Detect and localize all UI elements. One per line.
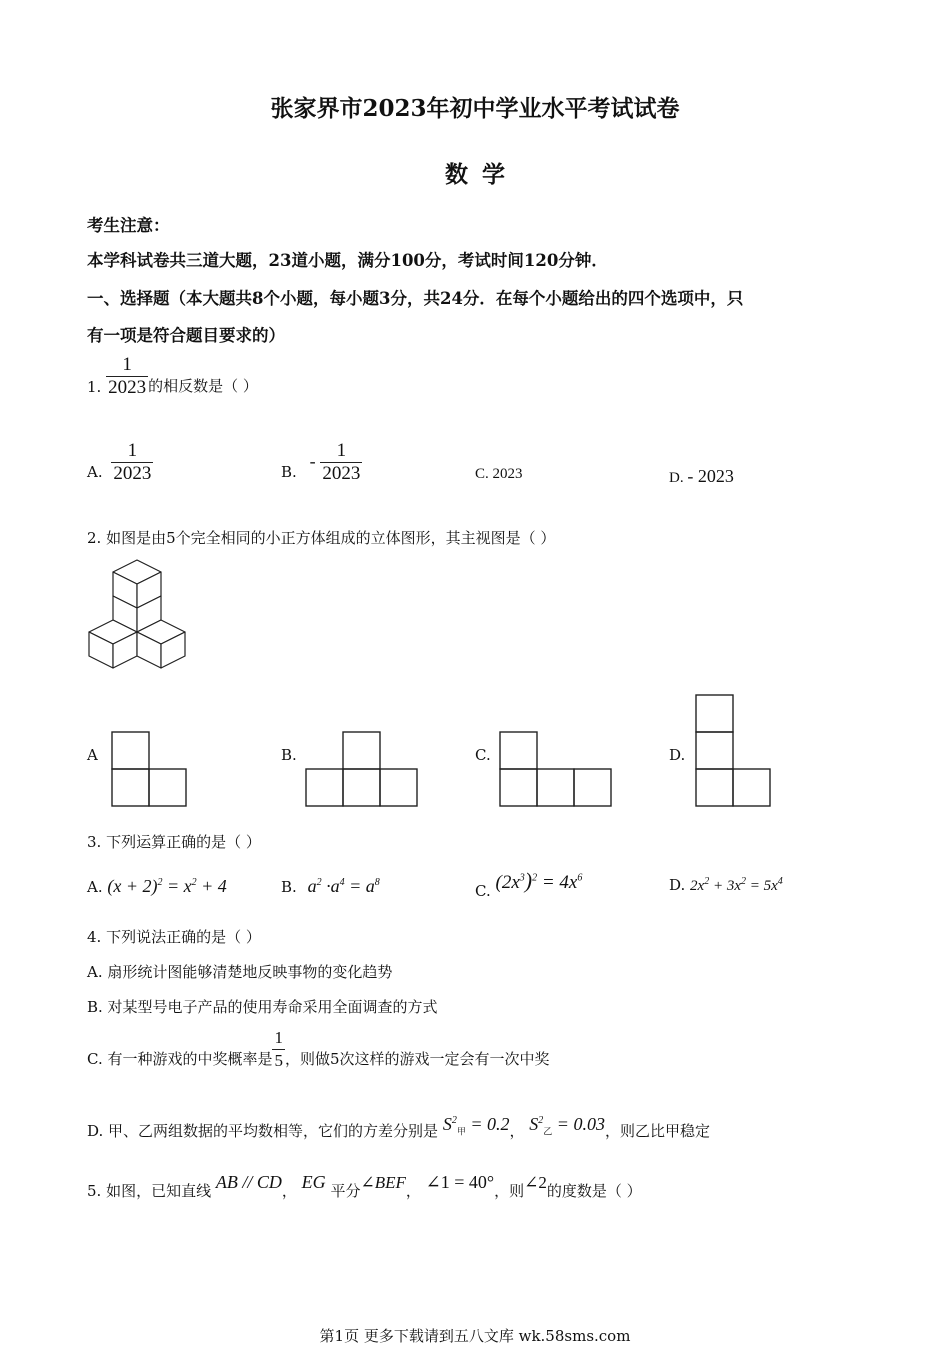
q2-option-a-view[interactable] — [111, 731, 189, 808]
q4-option-b[interactable]: B. 对某型号电子产品的使用寿命采用全面调查的方式 — [87, 998, 438, 1016]
q3-option-d[interactable]: D. $2x^2 + 3x^2 = 5x^4$ — [669, 876, 783, 894]
q2-option-c-label[interactable]: C. — [475, 746, 491, 764]
q2-option-d-view[interactable] — [695, 694, 773, 808]
question-1 — [87, 354, 258, 399]
q1-option-c[interactable]: C. 2023 — [475, 466, 523, 482]
q1-fraction: $\frac{1}{2023}$ — [108, 354, 147, 398]
q2-option-d-label[interactable]: D. — [669, 746, 686, 764]
page-footer: 第1页 更多下载请到五八文库 wk.58sms.com — [319, 1327, 631, 1345]
q1-number: 1. — [87, 377, 102, 396]
question-2: 2. 如图是由5个完全相同的小正方体组成的立体图形，其主视图是（ ） — [87, 529, 556, 547]
q2-option-c-view[interactable] — [499, 731, 614, 808]
notice-heading: 考生注意： — [87, 216, 170, 235]
q4-option-d[interactable]: D. 甲、乙两组数据的平均数相等，它们的方差分别是 $S^2_甲 = 0.2$， $S^2_乙 = 0.03$，则乙比甲稳定 — [87, 1114, 710, 1140]
q1-stem: 的相反数是（ ） — [148, 376, 258, 395]
question-4: 4. 下列说法正确的是（ ） — [87, 928, 261, 946]
q1-option-d[interactable]: D. - 2023 — [669, 466, 734, 486]
q2-option-b-view[interactable] — [305, 731, 420, 808]
exam-title: 张家界市2023年初中学业水平考试试卷 — [270, 95, 680, 122]
q3-option-a[interactable]: A. $(x + 2)^2 = x^2 + 4$ — [87, 876, 227, 896]
cube-stack-figure — [86, 558, 190, 680]
notice-line: 本学科试卷共三道大题，23道小题，满分100分，考试时间120分钟． — [87, 251, 608, 270]
q3-option-b[interactable]: B. $a^2 \cdot a^4 = a^8$ — [281, 876, 380, 896]
q1-option-b[interactable]: B. - $\frac{1}{2023}$ — [281, 440, 361, 484]
q1-option-a[interactable]: A. $\frac{1}{2023}$ — [87, 440, 152, 484]
section1-line2: 有一项是符合题目要求的） — [87, 326, 285, 345]
question-5: 5. 如图，已知直线 AB // CD， EG 平分∠BEF， ∠1 = 40°，则∠2的度数是（ ） — [87, 1172, 642, 1200]
subject-title: 数 学 — [444, 161, 505, 188]
q3-option-c[interactable]: C. $(2x^3)^2 = 4x^6$ — [475, 868, 583, 900]
q2-option-a-label[interactable]: A — [87, 746, 98, 764]
section1-line1: 一、选择题（本大题共8个小题，每小题3分，共24分．在每个小题给出的四个选项中，只 — [87, 289, 744, 308]
q2-option-b-label[interactable]: B. — [281, 746, 297, 764]
question-3: 3. 下列运算正确的是（ ） — [87, 833, 261, 851]
q4-option-a[interactable]: A. 扇形统计图能够清楚地反映事物的变化趋势 — [87, 963, 393, 981]
q4-option-c[interactable]: C. 有一种游戏的中奖概率是 $\frac{1}{5}$ ，则做5次这样的游戏一定会有一次中奖 — [87, 1028, 550, 1070]
